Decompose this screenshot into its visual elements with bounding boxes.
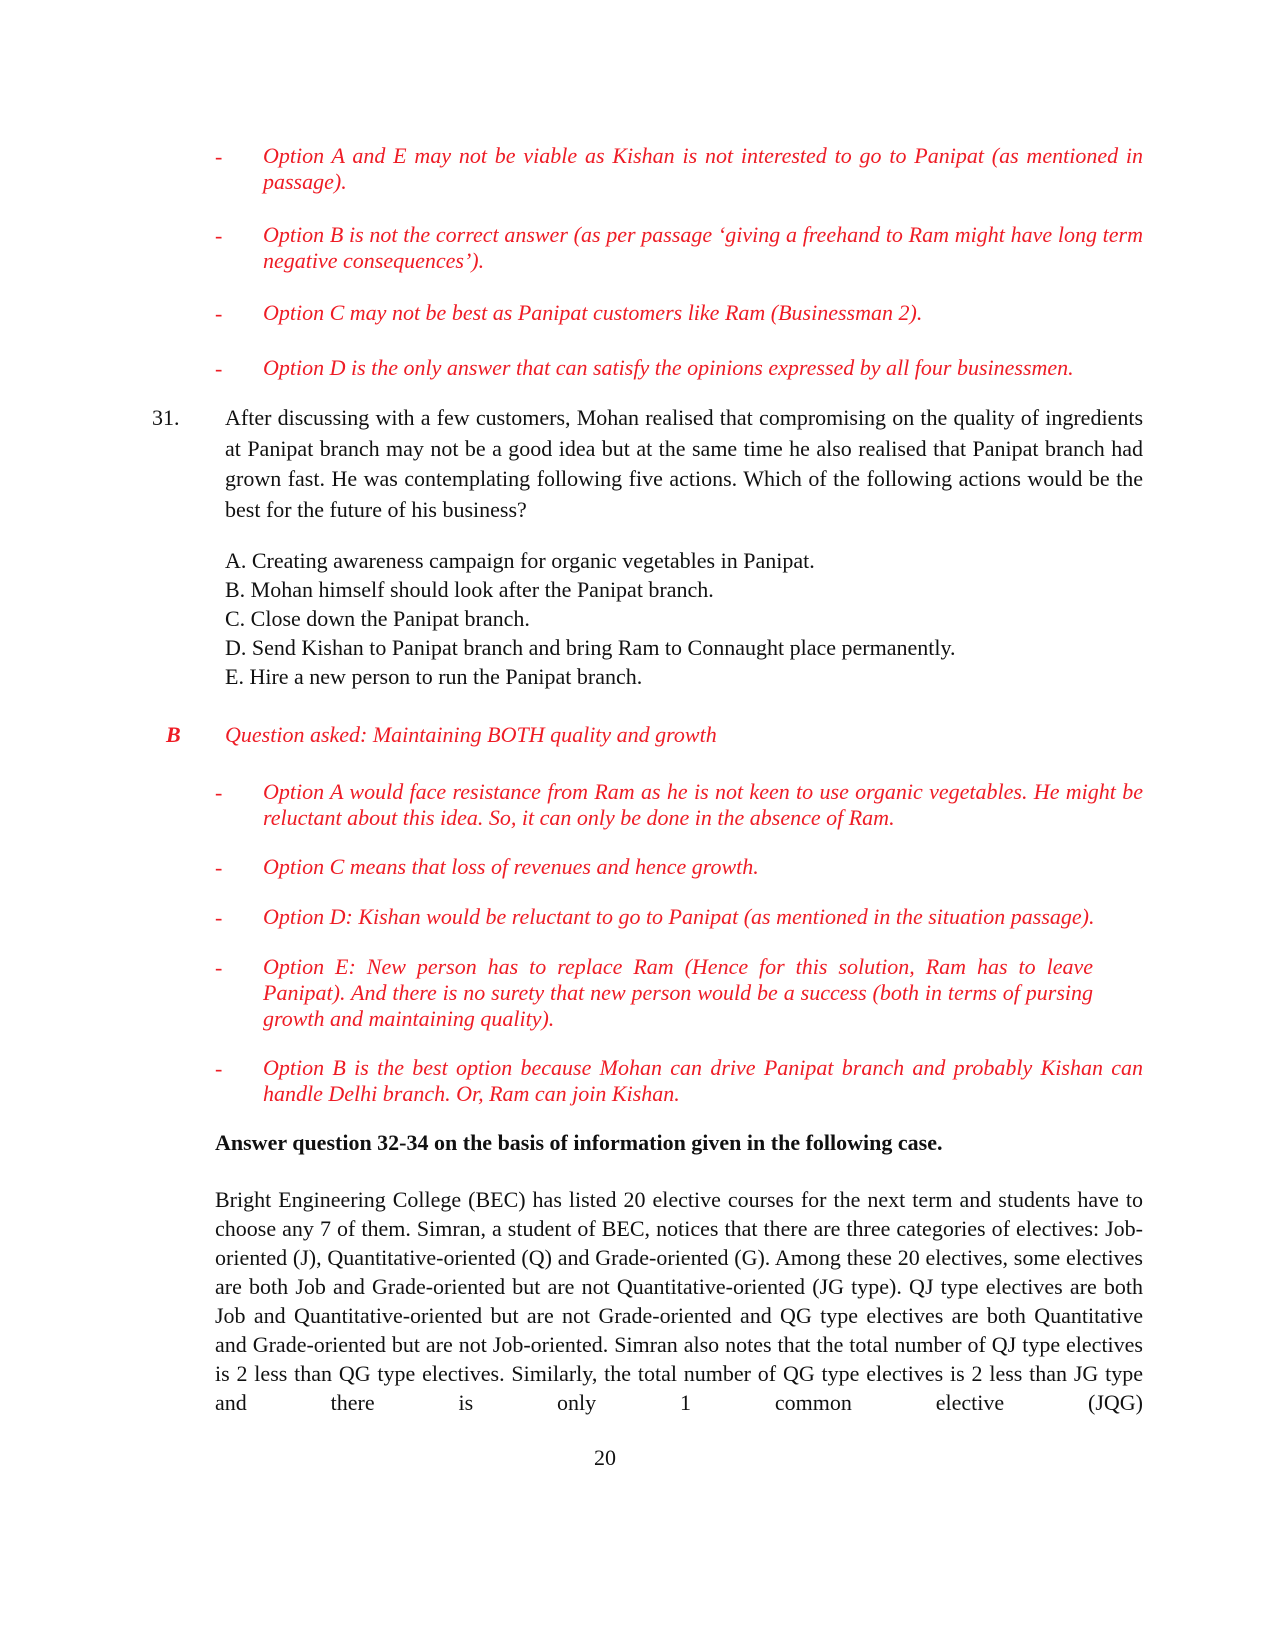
explanation-bullet: Option A and E may not be viable as Kishan is not interested to go to Panipat (as mentioned in passage). xyxy=(263,143,1143,194)
case-paragraph: Bright Engineering College (BEC) has listed 20 elective courses for the next term and students have to choose any 7 of them. Simran, a student of BEC, notices that there are three categories of electives: Job-oriented (J), Quantitative-oriented (Q) and Grade-oriented (G). Among these 20 electives, some electives are both Job and Grade-oriented but are not Quantitative-oriented (JG type). QJ type electives are both Job and Quantitative-oriented but are not Grade-oriented and QG type electives are both Quantitative and Grade-oriented but are not Job-oriented. Simran also notes that the total number of QJ type electives is 2 less than QG type electives. Similarly, the total number of QG type electives is 2 less than JG type and there is only 1 common elective (JQG) xyxy=(215,1187,1143,1415)
question-option-a: A. Creating awareness campaign for organic vegetables in Panipat. xyxy=(225,548,815,573)
case-heading: Answer question 32-34 on the basis of information given in the following case. xyxy=(215,1130,943,1155)
bullet-dash: - xyxy=(215,223,223,248)
explanation-bullet: Option B is the best option because Mohan can drive Panipat branch and probably Kishan can handle Delhi branch. Or, Ram can join Kishan. xyxy=(263,1055,1143,1106)
explanation-bullet: Option D is the only answer that can satisfy the opinions expressed by all four businessmen. xyxy=(263,355,1074,380)
bullet-dash: - xyxy=(215,356,223,381)
bullet-dash: - xyxy=(215,301,223,326)
explanation-bullet: Option D: Kishan would be reluctant to go to Panipat (as mentioned in the situation passage). xyxy=(263,904,1095,929)
question-option-d: D. Send Kishan to Panipat branch and bring Ram to Connaught place permanently. xyxy=(225,635,956,660)
question-number: 31. xyxy=(152,405,180,430)
bullet-dash: - xyxy=(215,1056,223,1081)
question-option-c: C. Close down the Panipat branch. xyxy=(225,606,530,631)
question-option-e: E. Hire a new person to run the Panipat branch. xyxy=(225,664,643,689)
explanation-bullet: Option B is not the correct answer (as per passage ‘giving a freehand to Ram might have long term negative consequences’). xyxy=(263,222,1143,273)
bullet-dash: - xyxy=(215,855,223,880)
explanation-bullet: Option A would face resistance from Ram as he is not keen to use organic vegetables. He might be reluctant about this idea. So, it can only be done in the absence of Ram. xyxy=(263,779,1143,830)
bullet-dash: - xyxy=(215,905,223,930)
bullet-dash: - xyxy=(215,144,223,169)
question-asked-note: Question asked: Maintaining BOTH quality and growth xyxy=(225,722,717,747)
page-number: 20 xyxy=(594,1445,616,1470)
question-option-b: B. Mohan himself should look after the Panipat branch. xyxy=(225,577,714,602)
question-text: After discussing with a few customers, Mohan realised that compromising on the quality of ingredients at Panipat branch may not be a good idea but at the same time he also realised that Panipat branch had grown fast. He was contemplating following five actions. Which of the following actions would be the best for the future of his business? xyxy=(225,405,1143,522)
answer-key: B xyxy=(166,722,181,747)
bullet-dash: - xyxy=(215,780,223,805)
explanation-bullet: Option C means that loss of revenues and hence growth. xyxy=(263,854,759,879)
bullet-dash: - xyxy=(215,955,223,980)
explanation-bullet: Option E: New person has to replace Ram (Hence for this solution, Ram has to leave Panipat). And there is no surety that new person would be a success (both in terms of pursing growth and maintaining quality). xyxy=(263,954,1093,1031)
explanation-bullet: Option C may not be best as Panipat customers like Ram (Businessman 2). xyxy=(263,300,923,325)
